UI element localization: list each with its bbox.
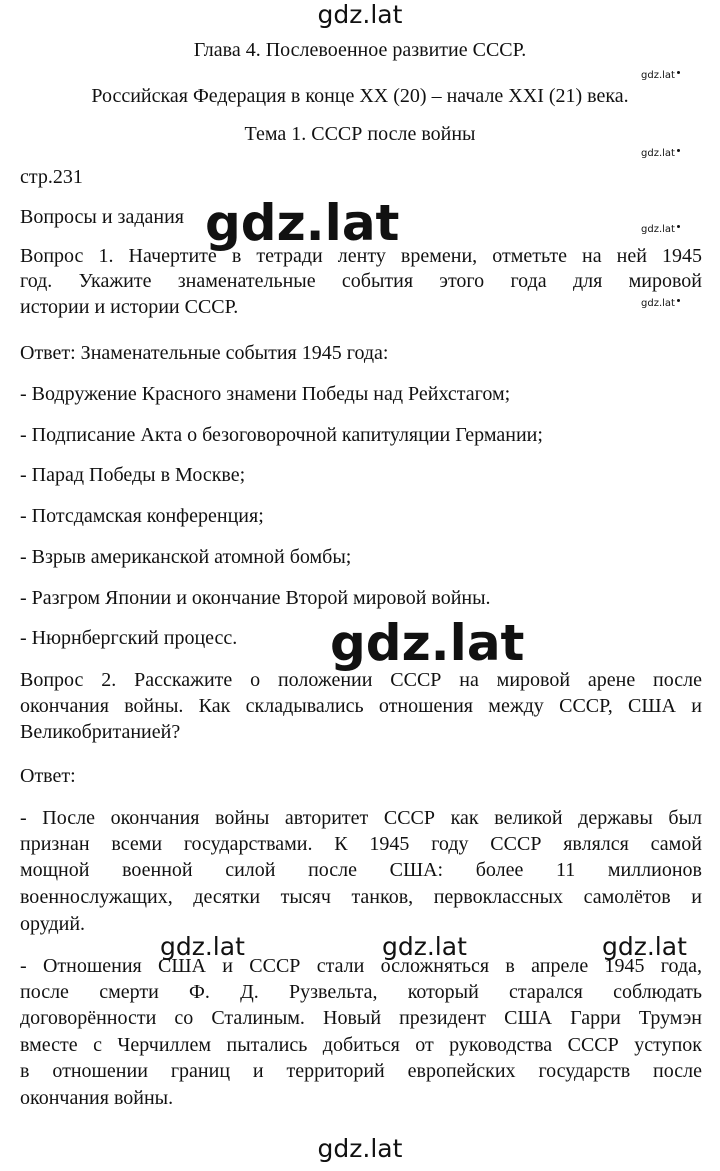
q2-para2-line: в отношении границ и территорий европейских государств после (20, 1060, 702, 1082)
watermark-small-2: gdz.lat (641, 148, 680, 159)
q2-para1-line: орудий. (20, 913, 86, 935)
q2-para2-line: договорённости со Сталиным. Новый президент США Гарри Трумэн (20, 1007, 702, 1029)
q1-item: - Водружение Красного знамени Победы над Рейхстагом; (20, 383, 511, 405)
q2-para1-line: военнослужащих, десятки тысяч танков, первоклассных самолётов и (20, 886, 702, 908)
q1-item: - Подписание Акта о безоговорочной капитуляции Германии; (20, 424, 543, 446)
q2-para1-line: - После окончания войны авторитет СССР как великой державы был (20, 807, 702, 829)
q2-para1-line: признан всеми государствами. К 1945 году СССР являлся самой (20, 833, 702, 855)
watermark-large-2: gdz.lat (330, 614, 525, 672)
watermark-bottom: gdz.lat (317, 1134, 403, 1163)
chapter-subtitle: Российская Федерация в конце XX (20) – начале XXI (21) века. (91, 85, 629, 107)
q1-item: - Нюрнбергский процесс. (20, 627, 238, 649)
q1-line-3: истории и истории СССР. (20, 296, 239, 318)
watermark-small-1: gdz.lat (641, 70, 680, 81)
q1-item: - Потсдамская конференция; (20, 505, 264, 527)
q1-item: - Взрыв американской атомной бомбы; (20, 546, 352, 568)
topic-title: Тема 1. СССР после войны (244, 123, 476, 145)
q2-para1-line: мощной военной силой после США: более 11 миллионов (20, 859, 702, 881)
chapter-title: Глава 4. Послевоенное развитие СССР. (193, 39, 527, 61)
q2-answer-label: Ответ: (20, 765, 76, 787)
q1-answer-intro: Ответ: Знаменательные события 1945 года: (20, 342, 389, 364)
watermark-large-1: gdz.lat (205, 194, 400, 252)
q2-line-1: Вопрос 2. Расскажите о положении СССР на мировой арене после (20, 669, 702, 691)
watermark-mid-1: gdz.lat (160, 932, 245, 961)
q2-line-2: окончания войны. Как складывались отношения между СССР, США и (20, 695, 702, 717)
q1-item: - Парад Победы в Москве; (20, 464, 246, 486)
watermark-small-3: gdz.lat (641, 224, 680, 235)
watermark-small-4: gdz.lat (641, 298, 680, 309)
q2-para2-line: - Отношения США и СССР стали осложняться в апреле 1945 года, (20, 955, 702, 977)
q2-para2-line: окончания войны. (20, 1087, 174, 1109)
section-heading: Вопросы и задания (20, 206, 184, 228)
q1-line-1: Вопрос 1. Начертите в тетради ленту времени, отметьте на ней 1945 (20, 245, 702, 267)
watermark-mid-2: gdz.lat (382, 932, 467, 961)
q1-item: - Разгром Японии и окончание Второй мировой войны. (20, 587, 491, 609)
page-reference: стр.231 (20, 166, 83, 188)
watermark-top: gdz.lat (317, 0, 403, 29)
q2-para2-line: после смерти Ф. Д. Рузвельта, который старался соблюдать (20, 981, 702, 1003)
q1-line-2: год. Укажите знаменательные события этого года для мировой (20, 270, 702, 292)
watermark-mid-3: gdz.lat (602, 932, 687, 961)
q2-line-3: Великобританией? (20, 721, 181, 743)
q2-para2-line: вместе с Черчиллем пытались добиться от руководства СССР уступок (20, 1034, 702, 1056)
